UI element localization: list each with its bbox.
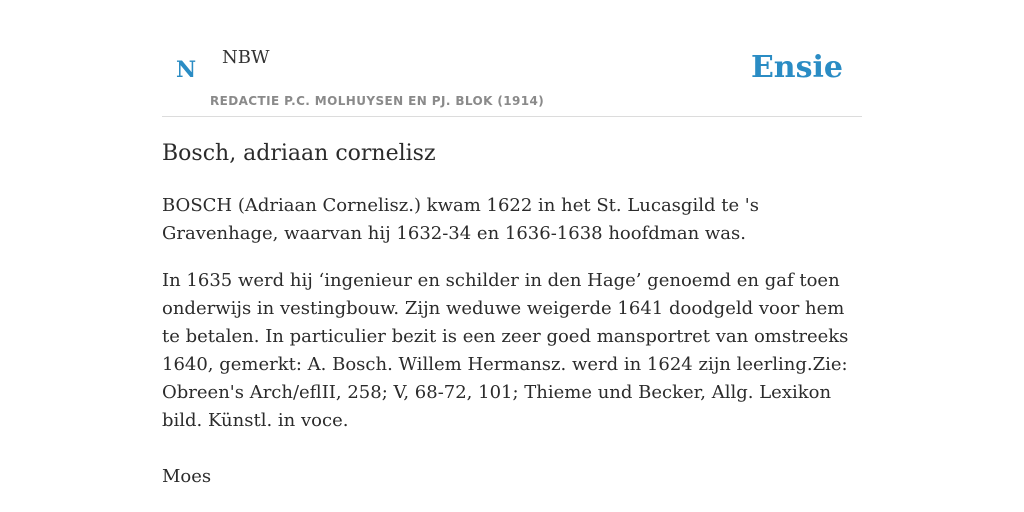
article-title: Bosch, adriaan cornelisz — [162, 141, 436, 166]
article-author: Moes — [162, 466, 212, 487]
source-logo-icon[interactable]: N — [176, 57, 197, 83]
source-editors: REDACTIE P.C. MOLHUYSEN EN PJ. BLOK (1914) — [210, 94, 545, 108]
page-header — [162, 0, 862, 117]
article-paragraph: BOSCH (Adriaan Cornelisz.) kwam 1622 in het St. Lucasgild te 's Gravenhage, waarvan hij 1632-34 en 1636-1638 hoofdman was. — [162, 195, 759, 244]
ensie-logo[interactable]: Ensie — [750, 50, 843, 85]
article-paragraph: In 1635 werd hij ‘ingenieur en schilder in den Hage’ genoemd en gaf toen onderwijs in vestingbouw. Zijn weduwe weigerde 1641 doodgeld voor hem te betalen. In particulier bezit is een zeer goed mansportret van omstreeks 1640, gemerkt: A. Bosch. Willem Hermansz. werd in 1624 zijn leerling.Zie: Obreen's Arch/eflII, 258; V, 68-72, 101; Thieme und Becker, Allg. Lexikon bild. Künstl. in voce. — [162, 270, 849, 431]
source-name[interactable]: NBW — [222, 47, 270, 68]
